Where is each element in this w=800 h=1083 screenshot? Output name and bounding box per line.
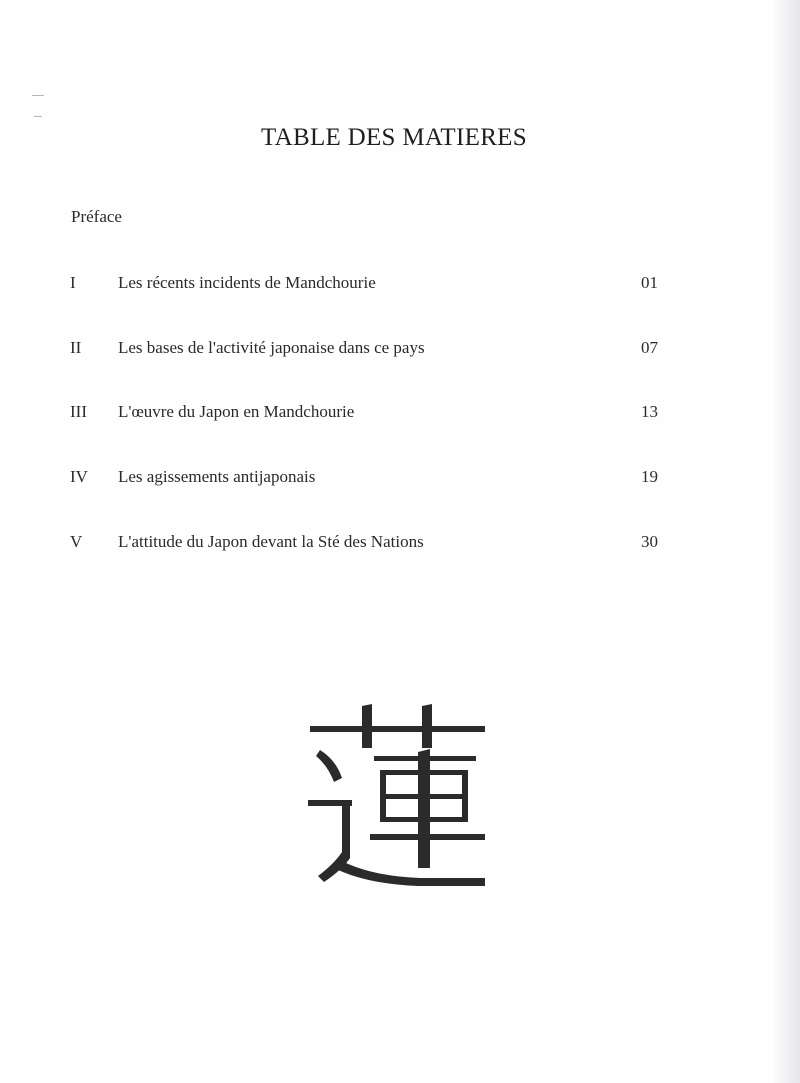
- toc-entry-numeral: V: [70, 532, 83, 551]
- toc-entry-page: 13: [641, 402, 658, 421]
- toc-entry: [0, 338, 800, 362]
- toc-entry-page: 19: [641, 467, 658, 486]
- page-title: TABLE DES MATIERES: [261, 124, 527, 151]
- toc-entry-page: 01: [641, 273, 658, 292]
- kanji-strokes: [308, 704, 485, 886]
- toc-entry-label: Les agissements antijaponais: [118, 467, 316, 486]
- toc-entry-numeral: I: [70, 273, 76, 292]
- scan-mark: [32, 95, 44, 96]
- toc-entry-numeral: III: [70, 402, 87, 421]
- toc-entry-numeral: IV: [70, 467, 88, 486]
- toc-entry: [0, 467, 800, 491]
- toc-entry-label: Les bases de l'activité japonaise dans ce pays: [118, 338, 425, 357]
- lotus-kanji-emblem: [300, 700, 495, 890]
- toc-entry-page: 07: [641, 338, 658, 357]
- toc-entry-label: Les récents incidents de Mandchourie: [118, 273, 376, 292]
- scan-mark: [34, 116, 42, 117]
- toc-entry: [0, 273, 800, 297]
- toc-entry-label: L'œuvre du Japon en Mandchourie: [118, 402, 355, 421]
- toc-entry: [0, 532, 800, 556]
- toc-entry-label: L'attitude du Japon devant la Sté des Nations: [118, 532, 424, 551]
- toc-entry: [0, 402, 800, 426]
- toc-preface: Préface: [71, 207, 122, 226]
- toc-entry-page: 30: [641, 532, 658, 551]
- toc-entry-numeral: II: [70, 338, 82, 357]
